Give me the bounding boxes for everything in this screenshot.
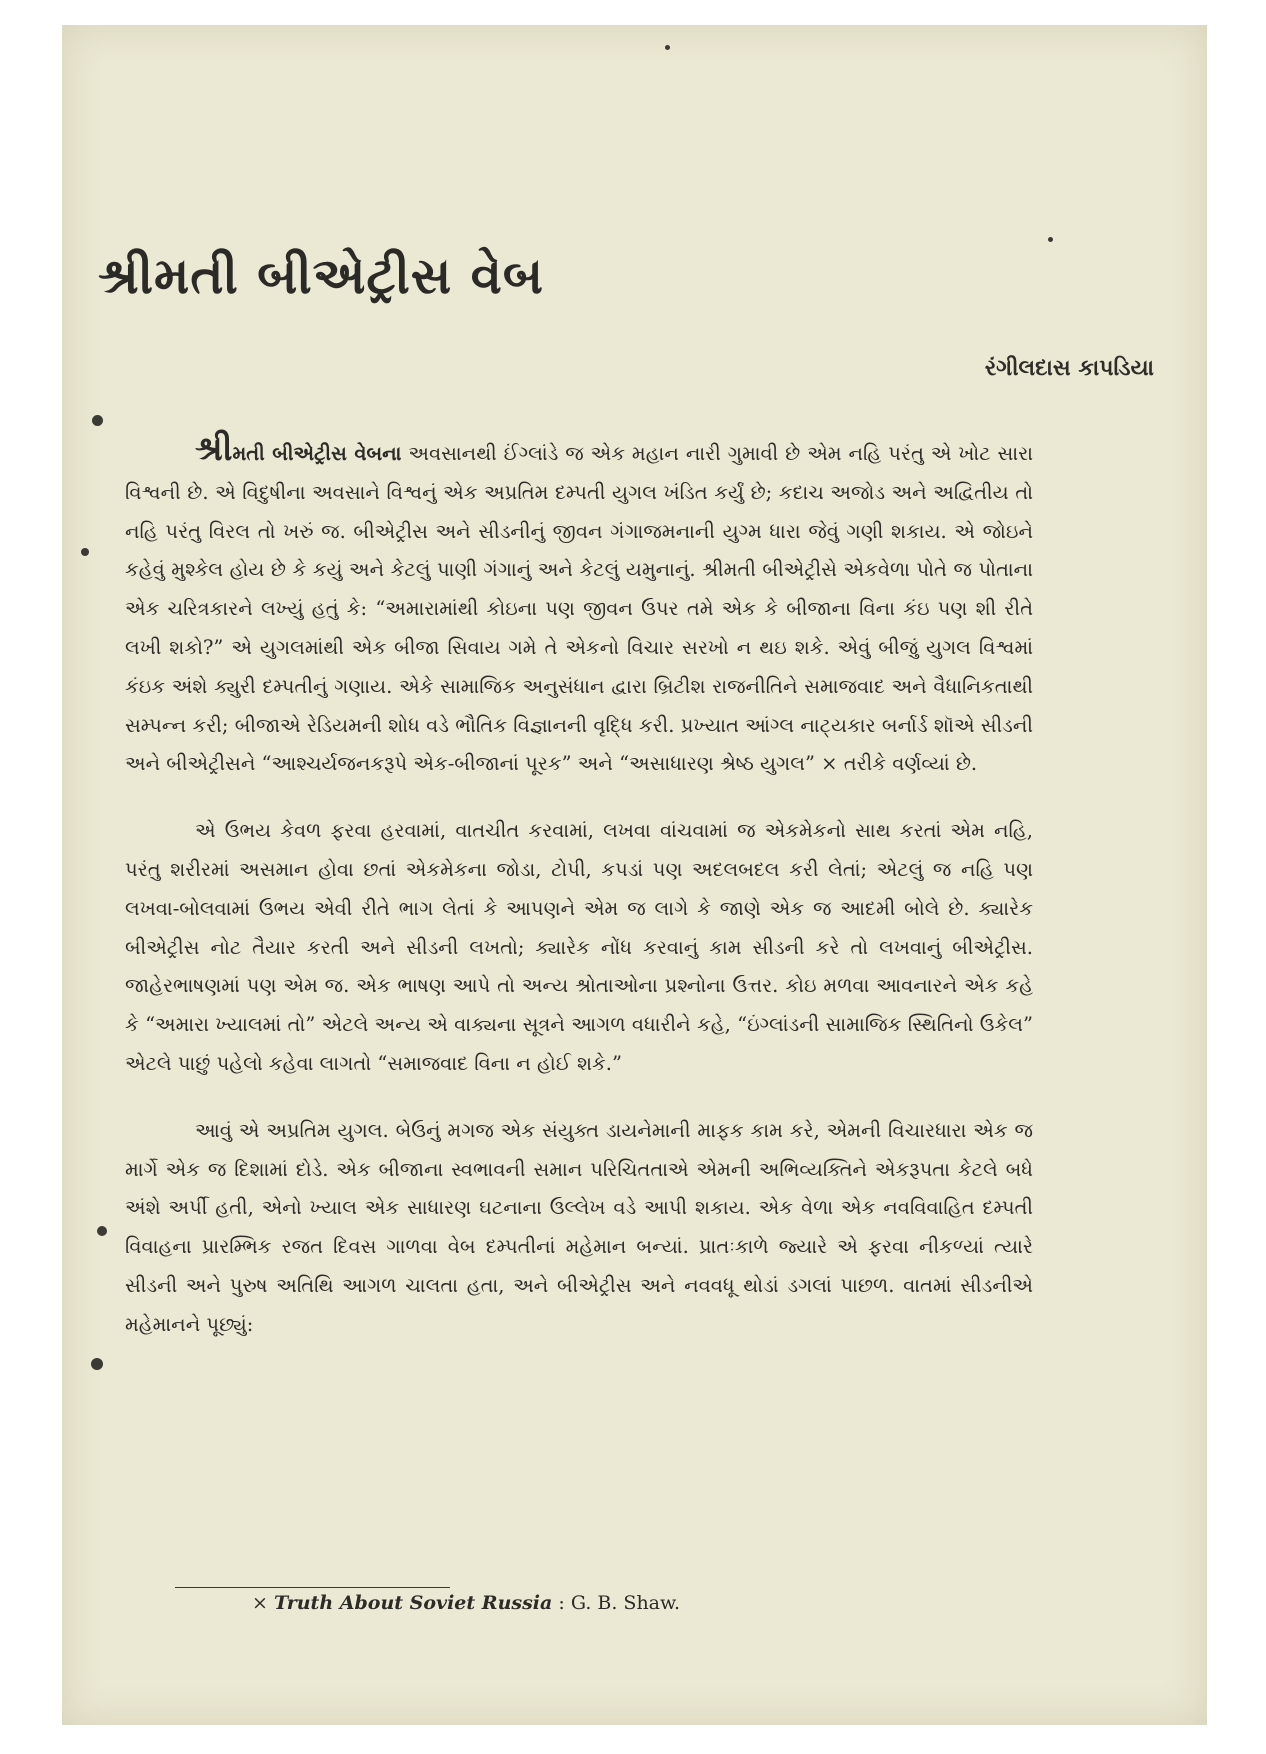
scan-speck (97, 1226, 107, 1236)
drop-cap: શ્રી (195, 429, 233, 469)
article-author: રંગીલદાસ કાપડિયા (984, 355, 1154, 381)
scan-speck (665, 45, 670, 50)
article-body (125, 429, 1033, 1373)
footnote-work-title: Truth About Soviet Russia (273, 1592, 553, 1614)
footnote-separator: : (552, 1592, 571, 1614)
scan-speck (81, 548, 89, 556)
footnote-rule (175, 1587, 450, 1588)
scan-speck (92, 415, 103, 426)
footnote-mark: × (252, 1592, 268, 1614)
footnote (252, 1592, 680, 1614)
paragraph-2: એ ઉભય કેવળ ફરવા હરવામાં, વાતચીત કરવામાં, લખવા વાંચવામાં જ એકમેકનો સાથ કરતાં એમ નહિ, પરંતુ શરીરમાં અસમાન હોવા છતાં એકમેકના જોડા, ટોપી, કપડાં પણ અદલબદલ કરી લેતાં; એટલું જ નહિ પણ લખવા-બોલવામાં ઉભય એવી રીતે ભાગ લેતાં કે આપણને એમ જ લાગે કે જાણે એક જ આદમી બોલે છે. ક્યારેક બીએટ્રીસ નોટ તૈયાર કરતી અને સીડની લખતો; ક્યારેક નોંધ કરવાનું કામ સીડની કરે તો લખવાનું બીએટ્રીસ. જાહેરભાષણમાં પણ એમ જ. એક ભાષણ આપે તો અન્ય શ્રોતાઓના પ્રશ્નોના ઉત્તર. કોઇ મળવા આવનારને એક કહે કે “અમારા ખ્યાલમાં તો” એટલે અન્ય એ વાક્યના સૂત્રને આગળ વધારીને કહે, “ઇંગ્લાંડની સામાજિક સ્થિતિનો ઉકેલ” એટલે પાછું પહેલો કહેવા લાગતો “સમાજવાદ વિના ન હોઈ શકે.” (125, 819, 1033, 1075)
footnote-author: G. B. Shaw. (570, 1592, 681, 1614)
article-title: શ્રીમતી બીએટ્રીસ વેબ (98, 246, 545, 305)
paragraph-3: આવું એ અપ્રતિમ યુગલ. બેઉનું મગજ એક સંયુક્ત ડાયનેમાની માફક કામ કરે, એમની વિચારધારા એક જ માર્ગે એક જ દિશામાં દોડે. એક બીજાના સ્વભાવની સમાન પરિચિતતાએ એમની અભિવ્યક્તિને એકરૂપતા કેટલે બધે અંશે અર્પી હતી, એનો ખ્યાલ એક સાધારણ ઘટનાના ઉલ્લેખ વડે આપી શકાય. એક વેળા એક નવવિવાહિત દમ્પતી વિવાહના પ્રારમ્ભિક રજત દિવસ ગાળવા વેબ દમ્પતીનાં મહેમાન બન્યાં. પ્રાતઃકાળે જ્યારે એ ફરવા નીકળ્યાં ત્યારે સીડની અને પુરુષ અતિથિ આગળ ચાલતા હતા, અને બીએટ્રીસ અને નવવધૂ થોડાં ડગલાં પાછળ. વાતમાં સીડનીએ મહેમાનને પૂછ્યું: (125, 1118, 1033, 1336)
scan-speck (91, 1358, 103, 1370)
scan-speck (1048, 237, 1053, 242)
lead-in: મતી બીએટ્રીસ વેબના (232, 442, 402, 465)
paragraph-text: અવસાનથી ઈંગ્લાંડે જ એક મહાન નારી ગુમાવી છે એમ નહિ પરંતુ એ ખોટ સારા વિશ્વની છે. એ વિદુષીના અવસાને વિશ્વનું એક અપ્રતિમ દમ્પતી યુગલ ખંડિત કર્યું છે; કદાચ અજોડ અને અદ્વિતીય તો નહિ પરંતુ વિરલ તો ખરું જ. બીએટ્રીસ અને સીડનીનું જીવન ગંગાજમનાની યુગ્મ ધારા જેવું ગણી શકાય. એ જોઇને કહેવું મુશ્કેલ હોય છે કે કયું અને કેટલું પાણી ગંગાનું અને કેટલું યમુનાનું. શ્રીમતી બીએટ્રીસે એકવેળા પોતે જ પોતાના એક ચરિત્રકારને લખ્યું હતું કે: “અમારામાંથી કોઇના પણ જીવન ઉપર તમે એક કે બીજાના વિના કંઇ પણ શી રીતે લખી શકો?” એ યુગલમાંથી એક બીજા સિવાય ગમે તે એકનો વિચાર સરખો ન થઇ શકે. એવું બીજું યુગલ વિશ્વમાં કંઇક અંશે ક્યુરી દમ્પતીનું ગણાય. એકે સામાજિક અનુસંધાન દ્વારા બ્રિટીશ રાજનીતિને સમાજવાદ અને વૈધાનિકતાથી સમ્પન્ન કરી; બીજાએ રેડિયમની શોધ વડે ભૌતિક વિજ્ઞાનની વૃદ્ધિ કરી. પ્રખ્યાત આંગ્લ નાટ્યકાર બર્નાર્ડ શૉએ સીડની અને બીએટ્રીસને “આશ્ચર્યજનકરૂપે એક-બીજાનાં પૂરક” અને “અસાધારણ શ્રેષ્ઠ યુગલ” × તરીકે વર્ણવ્યાં છે. (125, 442, 1033, 776)
paragraph-1 (125, 429, 1033, 784)
